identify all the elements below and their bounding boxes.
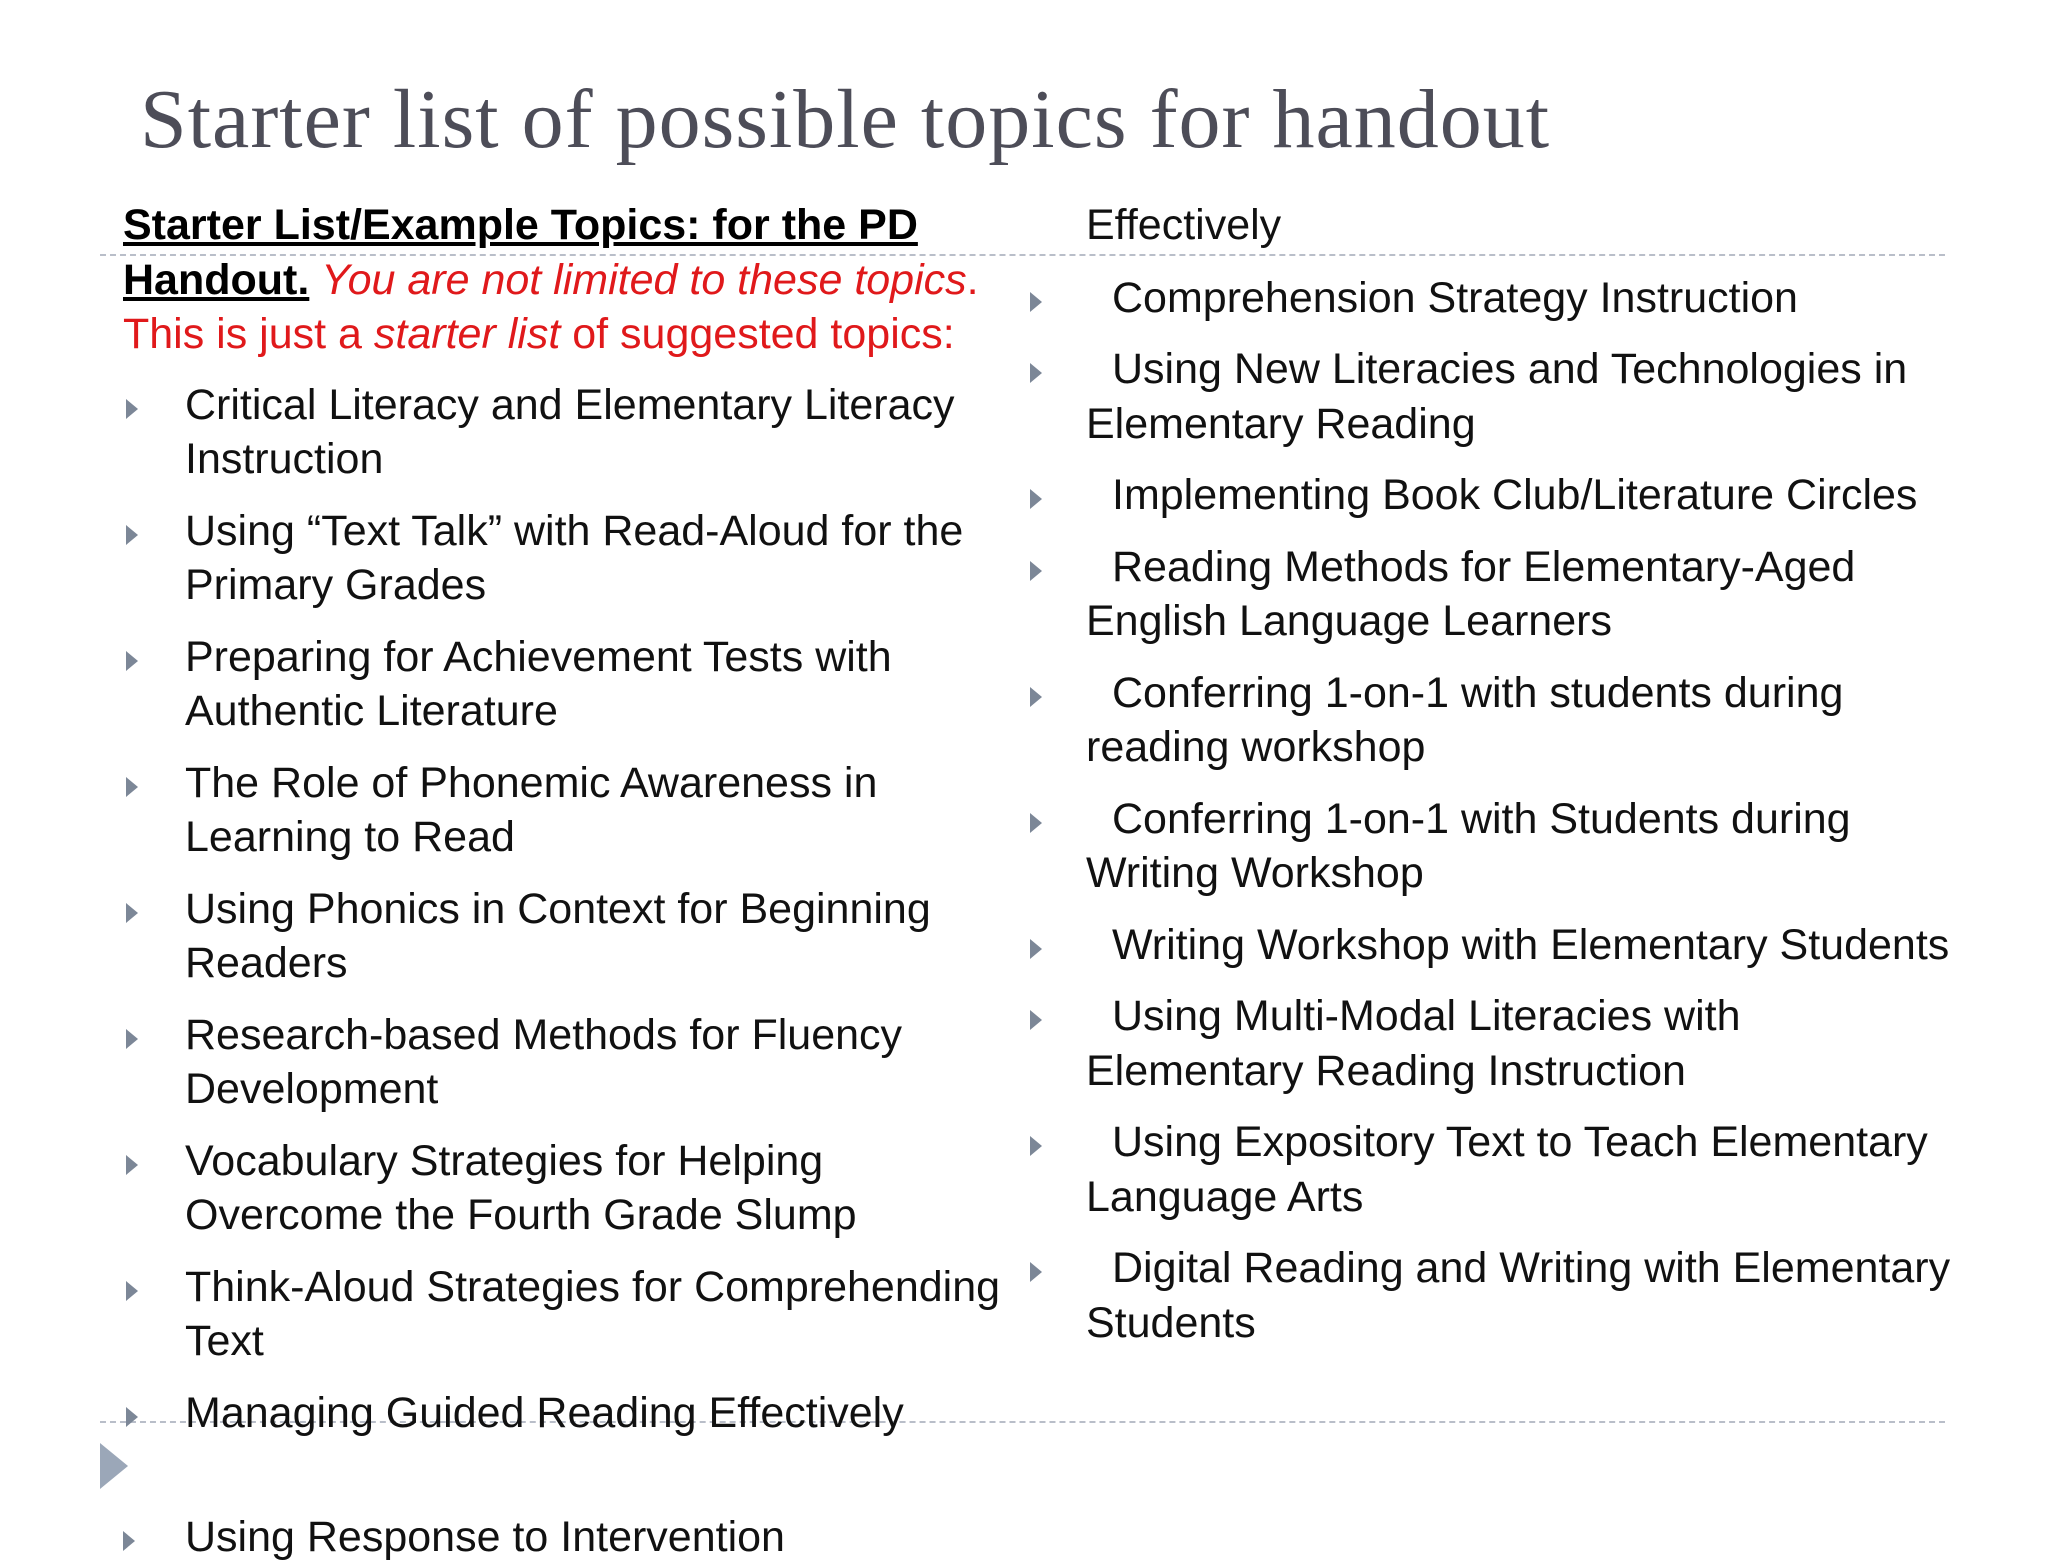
list-item: Vocabulary Strategies for Helping Overcome the Fourth Grade Slump (123, 1134, 1023, 1243)
intro-note-italic-2: starter list (373, 310, 561, 358)
list-item: Preparing for Achievement Tests with Authentic Literature (123, 630, 1023, 739)
bullet-arrow-icon (1030, 561, 1042, 581)
bullet-arrow-icon (126, 1407, 138, 1427)
left-topic-list (123, 378, 1023, 1441)
bullet-arrow-icon (1030, 489, 1042, 509)
left-column (123, 198, 1023, 1457)
list-item: Writing Workshop with Elementary Students (1086, 918, 1966, 973)
list-item: Using Expository Text to Teach Elementary Language Arts (1086, 1115, 1966, 1224)
list-item: Critical Literacy and Elementary Literacy Instruction (123, 378, 1023, 487)
list-item: Conferring 1-on-1 with students during reading workshop (1086, 666, 1966, 775)
right-topic-list (1086, 271, 1966, 1351)
list-item: Implementing Book Club/Literature Circles (1086, 468, 1966, 523)
bullet-arrow-icon (1030, 363, 1042, 383)
list-item: Research-based Methods for Fluency Development (123, 1008, 1023, 1117)
list-item: Reading Methods for Elementary-Aged English Language Learners (1086, 540, 1966, 649)
slide-title: Starter list of possible topics for handout (140, 73, 1551, 166)
list-item: Think-Aloud Strategies for Comprehending Text (123, 1260, 1023, 1369)
right-column (1086, 198, 1966, 1367)
bullet-arrow-icon (123, 1531, 135, 1551)
bullet-arrow-icon (1030, 1136, 1042, 1156)
list-item: Using “Text Talk” with Read-Aloud for the Primary Grades (123, 504, 1023, 613)
intro-note-italic-1: You are not limited to these topics (321, 255, 967, 304)
bullet-arrow-icon (1030, 1010, 1042, 1030)
continuation-text: Effectively (1086, 201, 1282, 249)
list-item: Managing Guided Reading Effectively (123, 1386, 1023, 1441)
bullet-arrow-icon (126, 1155, 138, 1175)
list-item: Using Phonics in Context for Beginning Readers (123, 882, 1023, 991)
decorative-arrow-icon (100, 1443, 128, 1489)
bullet-arrow-icon (126, 1029, 138, 1049)
bullet-arrow-icon (126, 1281, 138, 1301)
list-item: Digital Reading and Writing with Elementary Students (1086, 1241, 1966, 1350)
bullet-arrow-icon (1030, 292, 1042, 312)
list-item: The Role of Phonemic Awareness in Learning to Read (123, 756, 1023, 865)
intro-note-plain-2: of suggested topics: (560, 310, 955, 358)
bullet-arrow-icon (126, 777, 138, 797)
bullet-arrow-icon (126, 399, 138, 419)
bullet-arrow-icon (1030, 813, 1042, 833)
bullet-arrow-icon (1030, 939, 1042, 959)
list-item: Comprehension Strategy Instruction (1086, 271, 1966, 326)
intro-note-plain-1: . This is just a (123, 255, 979, 358)
list-item: Conferring 1-on-1 with Students during Writing Workshop (1086, 792, 1966, 901)
intro-paragraph (123, 198, 1023, 362)
intro-heading: Starter List/Example Topics: for the PD Handout. (123, 201, 918, 304)
list-item: Using Multi-Modal Literacies with Elementary Reading Instruction (1086, 989, 1966, 1098)
bullet-arrow-icon (126, 903, 138, 923)
cut-off-list-item: Using Response to Intervention (185, 1510, 785, 1565)
list-item: Using New Literacies and Technologies in Elementary Reading (1086, 342, 1966, 451)
bullet-arrow-icon (126, 525, 138, 545)
bullet-arrow-icon (1030, 687, 1042, 707)
bullet-arrow-icon (126, 651, 138, 671)
bullet-arrow-icon (1030, 1262, 1042, 1282)
